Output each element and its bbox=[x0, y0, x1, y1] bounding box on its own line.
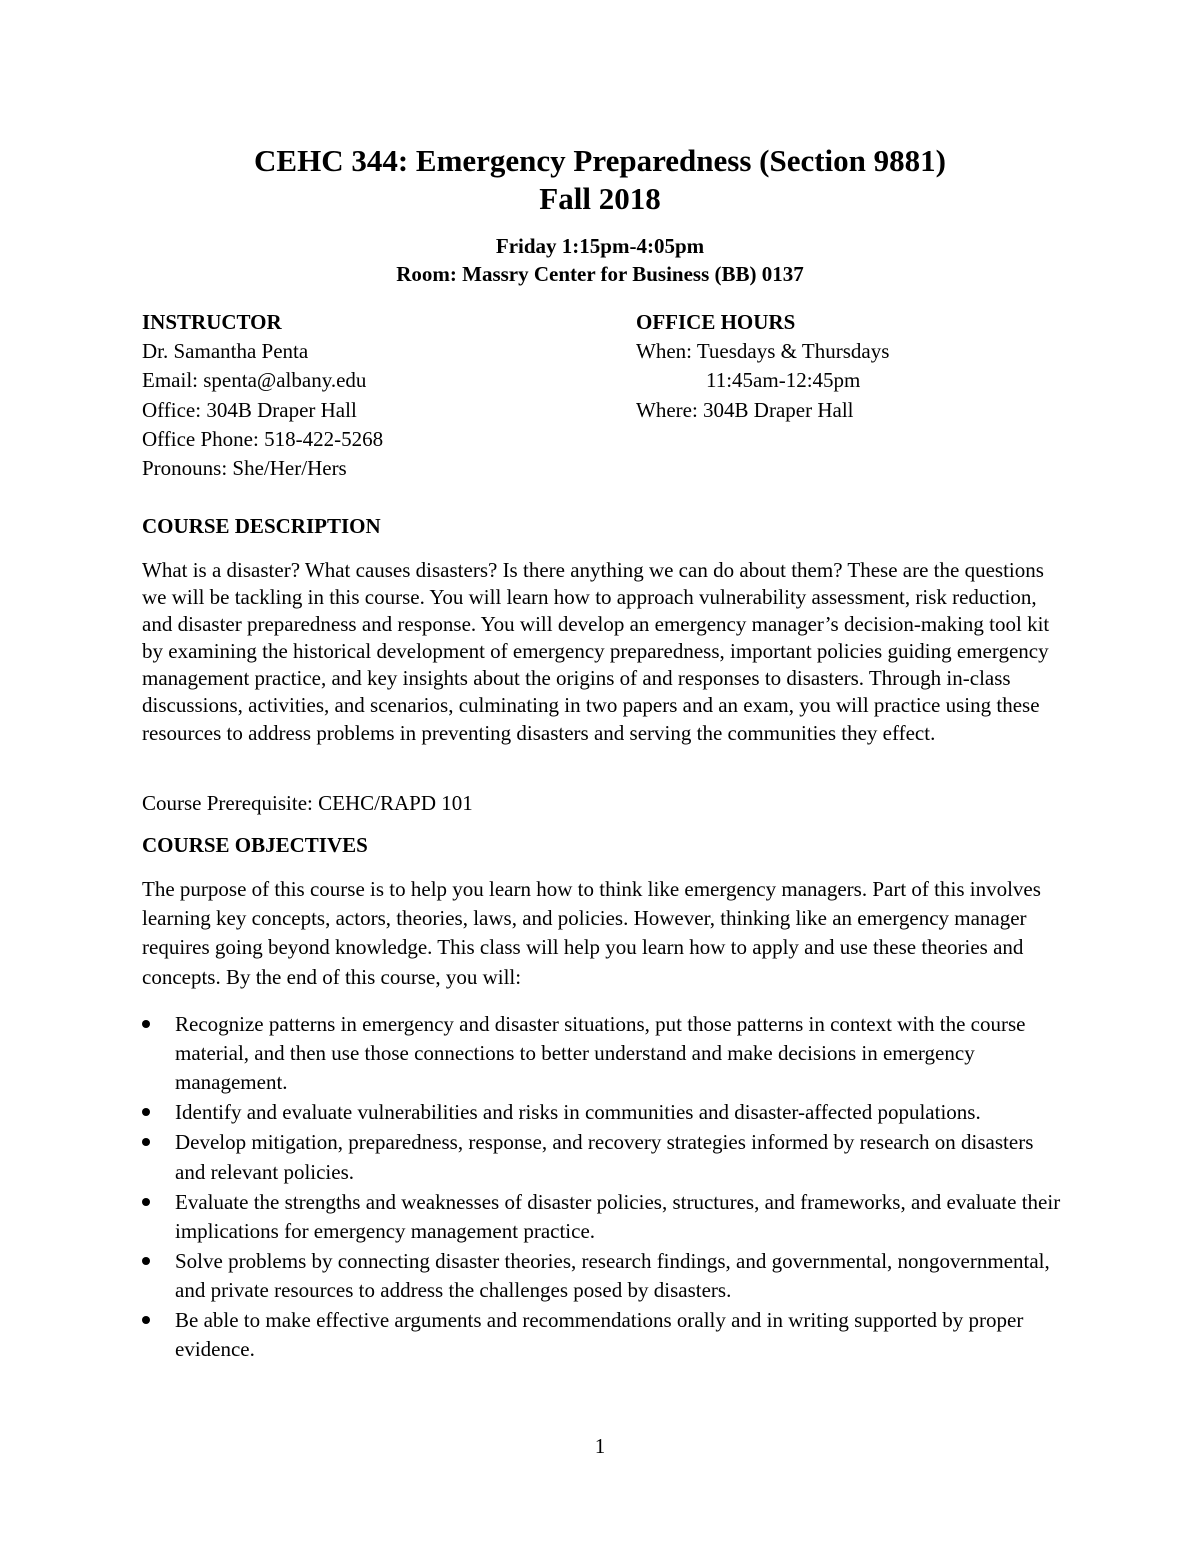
list-item bbox=[142, 1010, 1064, 1098]
list-item bbox=[142, 1098, 1064, 1127]
bullet-icon bbox=[142, 1108, 150, 1116]
office-hours-where: Where: 304B Draper Hall bbox=[636, 397, 854, 422]
objective-text: Evaluate the strengths and weaknesses of disaster policies, structures, and frameworks, and evaluate their implications for emergency management practice. bbox=[175, 1189, 1061, 1243]
objectives-heading: COURSE OBJECTIVES bbox=[142, 833, 368, 857]
list-item bbox=[142, 1188, 1064, 1246]
objective-text: Develop mitigation, preparedness, response, and recovery strategies informed by research on disasters and relevant policies. bbox=[175, 1130, 1034, 1184]
objectives-list bbox=[142, 1010, 1064, 1365]
course-prerequisite: Course Prerequisite: CEHC/RAPD 101 bbox=[142, 791, 473, 815]
office-hours-block bbox=[636, 308, 1056, 425]
objective-text: Be able to make effective arguments and recommendations orally and in writing supported by proper evidence. bbox=[175, 1308, 1024, 1362]
course-schedule: Friday 1:15pm-4:05pm bbox=[495, 234, 705, 258]
bullet-icon bbox=[142, 1020, 150, 1028]
instructor-heading: INSTRUCTOR bbox=[142, 310, 282, 334]
bullet-icon bbox=[142, 1316, 150, 1324]
office-hours-when: When: Tuesdays & Thursdays bbox=[636, 339, 890, 364]
objectives-intro: The purpose of this course is to help you learn how to think like emergency managers. Part of this involves learning key concepts, actors, theories, laws, and policies. However, thinking like an emergency manager requires going beyond knowledge. This class will help you learn how to apply and use these theories and concepts. By the end of this course, you will: bbox=[142, 877, 1041, 989]
instructor-name: Dr. Samantha Penta bbox=[142, 339, 309, 364]
title-block bbox=[0, 142, 1200, 288]
list-item bbox=[142, 1128, 1064, 1186]
instructor-office: Office: 304B Draper Hall bbox=[142, 397, 357, 422]
objective-text: Identify and evaluate vulnerabilities and risks in communities and disaster-affected populations. bbox=[175, 1100, 981, 1125]
instructor-phone: Office Phone: 518-422-5268 bbox=[142, 426, 384, 451]
instructor-block bbox=[142, 308, 622, 483]
office-hours-time: 11:45am-12:45pm bbox=[706, 368, 861, 393]
bullet-icon bbox=[142, 1198, 150, 1206]
objective-text: Solve problems by connecting disaster theories, research findings, and governmental, nongovernmental, and private resources to address the challenges posed by disasters. bbox=[175, 1248, 1050, 1303]
objective-text: Recognize patterns in emergency and disaster situations, put those patterns in context with the course material, and then use those connections to better understand and make decisions in emergency management. bbox=[175, 1012, 1026, 1095]
office-hours-heading: OFFICE HOURS bbox=[636, 310, 796, 334]
list-item bbox=[142, 1247, 1064, 1305]
course-term: Fall 2018 bbox=[539, 181, 661, 216]
page-number: 1 bbox=[594, 1434, 606, 1458]
description-heading: COURSE DESCRIPTION bbox=[142, 514, 381, 538]
list-item bbox=[142, 1306, 1064, 1364]
bullet-icon bbox=[142, 1257, 150, 1265]
instructor-pronouns: Pronouns: She/Her/Hers bbox=[142, 456, 347, 481]
bullet-icon bbox=[142, 1138, 150, 1146]
instructor-email: Email: spenta@albany.edu bbox=[142, 368, 367, 393]
course-title: CEHC 344: Emergency Preparedness (Section 9881) bbox=[254, 143, 946, 178]
course-room: Room: Massry Center for Business (BB) 0137 bbox=[396, 262, 804, 286]
description-body: What is a disaster? What causes disasters? Is there anything we can do about them? These are the questions we will be tackling in this course. You will learn how to approach vulnerability assessment, risk reduction, and disaster preparedness and response. You will develop an emergency manager’s decision-making tool kit by examining the historical development of emergency preparedness, important policies guiding emergency management practice, and key insights about the origins of and responses to disasters. Through in-class discussions, activities, and scenarios, culminating in two papers and an exam, you will practice using these resources to address problems in preventing disasters and serving the communities they effect. bbox=[142, 558, 1050, 745]
